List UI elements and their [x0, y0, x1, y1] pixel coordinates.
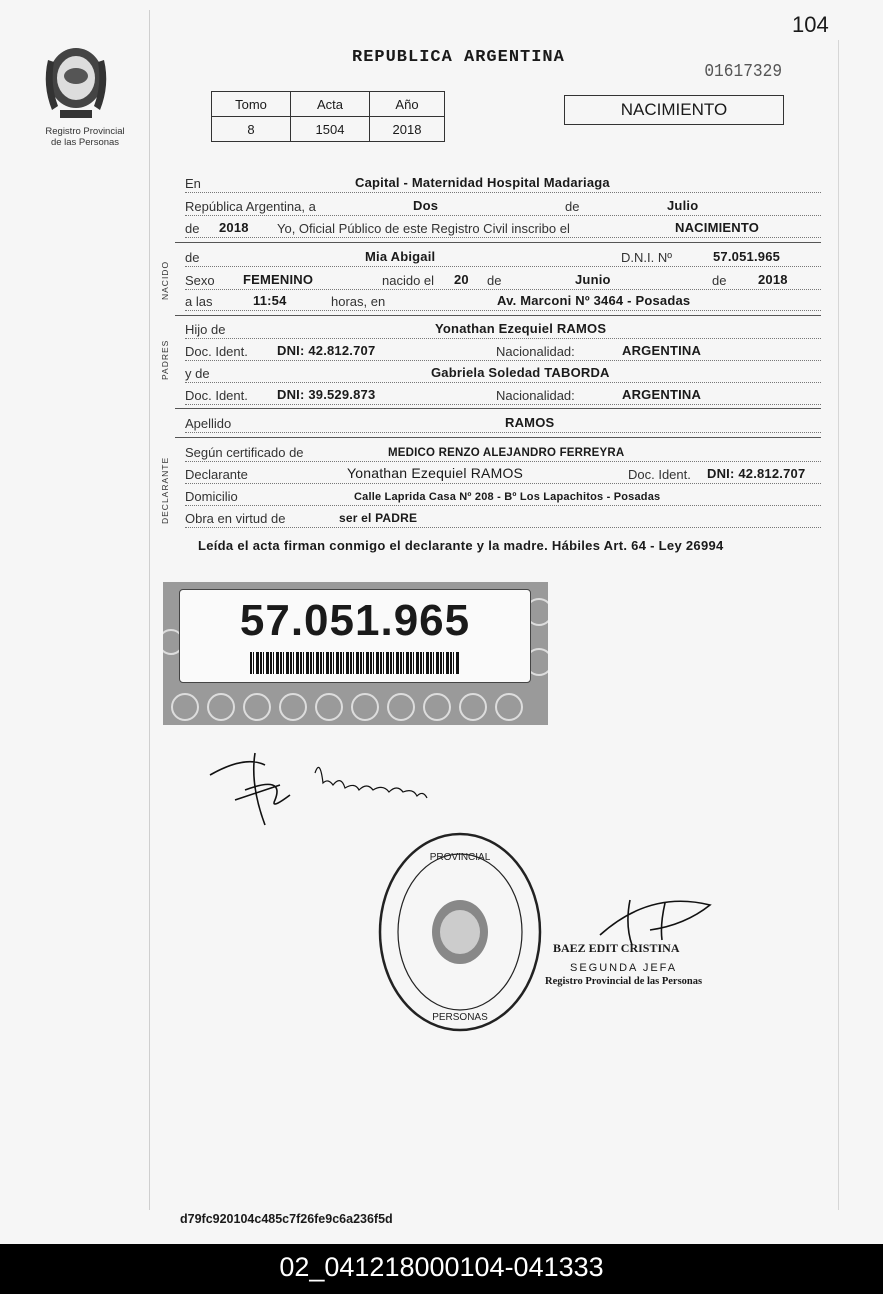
document-hash: d79fc920104c485c7f26fe9c6a236f5d: [180, 1212, 393, 1226]
dni-label: D.N.I. Nº: [621, 250, 672, 265]
provincial-seal-icon: [40, 40, 112, 125]
cert-value: MEDICO RENZO ALEJANDRO FERREYRA: [388, 447, 625, 459]
declarant-doc: DNI: 42.812.707: [707, 466, 806, 481]
official-name: BAEZ EDIT CRISTINA: [553, 941, 680, 955]
doc-label: Doc. Ident.: [185, 344, 248, 359]
child-name: Mia Abigail: [365, 249, 436, 264]
sexo-label: Sexo: [185, 273, 215, 288]
en-label: En: [185, 176, 201, 191]
separator: [175, 315, 821, 316]
registration-year: 2018: [219, 220, 249, 235]
birth-address: Av. Marconi Nº 3464 - Posadas: [497, 293, 691, 308]
anio-header: Año: [370, 92, 445, 117]
registration-day: Dos: [413, 198, 439, 213]
declarant-name: Yonathan Ezequiel RAMOS: [347, 465, 524, 481]
declarante-label: Declarante: [185, 467, 248, 482]
row-mother: [185, 364, 821, 383]
row-declarant: [185, 465, 821, 484]
row-name: [185, 248, 821, 267]
de-label-2: de: [185, 221, 200, 236]
domicilio-label: Domicilio: [185, 489, 238, 504]
de-label-4: de: [487, 273, 502, 288]
nacionalidad-label-2: Nacionalidad:: [496, 388, 575, 403]
document-title: REPUBLICA ARGENTINA: [352, 48, 565, 67]
declarante-section-label: DECLARANTE: [160, 456, 170, 524]
register-table: [211, 91, 445, 142]
row-place: [185, 174, 821, 193]
mother-name: Gabriela Soledad TABORDA: [431, 365, 610, 380]
closing-statement: Leída el acta firman conmigo el declarante y la madre. Hábiles Art. 64 - Ley 26994: [198, 538, 724, 553]
doc-label-2: Doc. Ident.: [185, 388, 248, 403]
page-number: 104: [792, 12, 829, 37]
father-name: Yonathan Ezequiel RAMOS: [435, 321, 607, 336]
cert-label: Según certificado de: [185, 445, 304, 460]
registry-label: [30, 126, 140, 148]
oficial-text: Yo, Oficial Público de este Registro Civil inscribo el: [277, 221, 570, 236]
domicile-value: Calle Laprida Casa Nº 208 - Bº Los Lapachitos - Posadas: [354, 491, 661, 503]
acta-header: Acta: [291, 92, 370, 117]
horas-label: horas, en: [331, 294, 386, 309]
obra-label: Obra en virtud de: [185, 511, 286, 526]
right-edge-line: [838, 40, 839, 1210]
birth-day: 20: [454, 272, 469, 287]
separator: [175, 437, 821, 438]
stamp-bottom-text: PERSONAS: [432, 1012, 488, 1023]
event-value: NACIMIENTO: [675, 220, 760, 235]
stamp-ring-text: PROVINCIAL: [429, 852, 491, 863]
row-date: [185, 197, 821, 216]
row-time: [185, 292, 821, 311]
de-label-5: de: [712, 273, 727, 288]
sexo-value: FEMENINO: [243, 272, 314, 287]
serial-number: 01617329: [704, 62, 783, 82]
birth-time: 11:54: [253, 293, 287, 308]
dni-number: 57.051.965: [239, 596, 471, 645]
row-year: [185, 219, 821, 238]
nacionalidad-label: Nacionalidad:: [496, 344, 575, 359]
row-obra: [185, 509, 821, 528]
register-table-values: [212, 117, 445, 142]
footer-bar: [0, 1244, 883, 1294]
alas-label: a las: [185, 294, 213, 309]
padres-section-label: PADRES: [160, 339, 170, 380]
footer-code: 02_041218000104-041333: [279, 1252, 604, 1282]
official-office: Registro Provincial de las Personas: [545, 976, 703, 987]
row-father: [185, 320, 821, 339]
nacido-section-label: NACIDO: [160, 260, 170, 300]
mother-nationality: ARGENTINA: [622, 387, 702, 402]
row-mother-doc: [185, 386, 821, 405]
acta-value: 1504: [291, 117, 370, 142]
margin-line: [149, 10, 150, 1210]
registry-label-text: Registro Provincial de las Personas: [45, 126, 125, 148]
row-surname: [185, 414, 821, 433]
child-dni: 57.051.965: [713, 249, 781, 264]
registration-month: Julio: [667, 198, 699, 213]
de-label-3: de: [185, 250, 200, 265]
birth-month: Junio: [575, 272, 611, 287]
tomo-header: Tomo: [212, 92, 291, 117]
separator: [175, 242, 821, 243]
register-table-header: [212, 92, 445, 117]
official-stamp-icon: [375, 830, 545, 1035]
birth-year: 2018: [758, 272, 788, 287]
yde-label: y de: [185, 366, 210, 381]
de-label: de: [565, 199, 580, 214]
father-doc: DNI: 42.812.707: [277, 343, 376, 358]
republica-label: República Argentina, a: [185, 199, 316, 214]
row-domicile: [185, 487, 821, 506]
hijo-label: Hijo de: [185, 322, 226, 337]
doc-label-3: Doc. Ident.: [628, 467, 691, 482]
dni-sticker: [163, 582, 548, 725]
parent-signature-graphic: [205, 745, 465, 835]
tomo-value: 8: [212, 117, 291, 142]
place-value: Capital - Maternidad Hospital Madariaga: [355, 175, 610, 190]
anio-value: 2018: [370, 117, 445, 142]
surname-value: RAMOS: [505, 415, 555, 430]
father-nationality: ARGENTINA: [622, 343, 702, 358]
row-certificate: [185, 443, 821, 462]
mother-doc: DNI: 39.529.873: [277, 387, 376, 402]
obra-value: ser el PADRE: [339, 511, 418, 525]
row-sex: [185, 271, 821, 290]
nacido-label: nacido el: [382, 273, 435, 288]
separator: [175, 408, 821, 409]
row-father-doc: [185, 342, 821, 361]
dni-label-card: [179, 589, 531, 683]
record-kind-box: NACIMIENTO: [564, 95, 784, 125]
official-role: SEGUNDA JEFA: [570, 962, 678, 974]
barcode: [250, 652, 460, 674]
apellido-label: Apellido: [185, 416, 232, 431]
